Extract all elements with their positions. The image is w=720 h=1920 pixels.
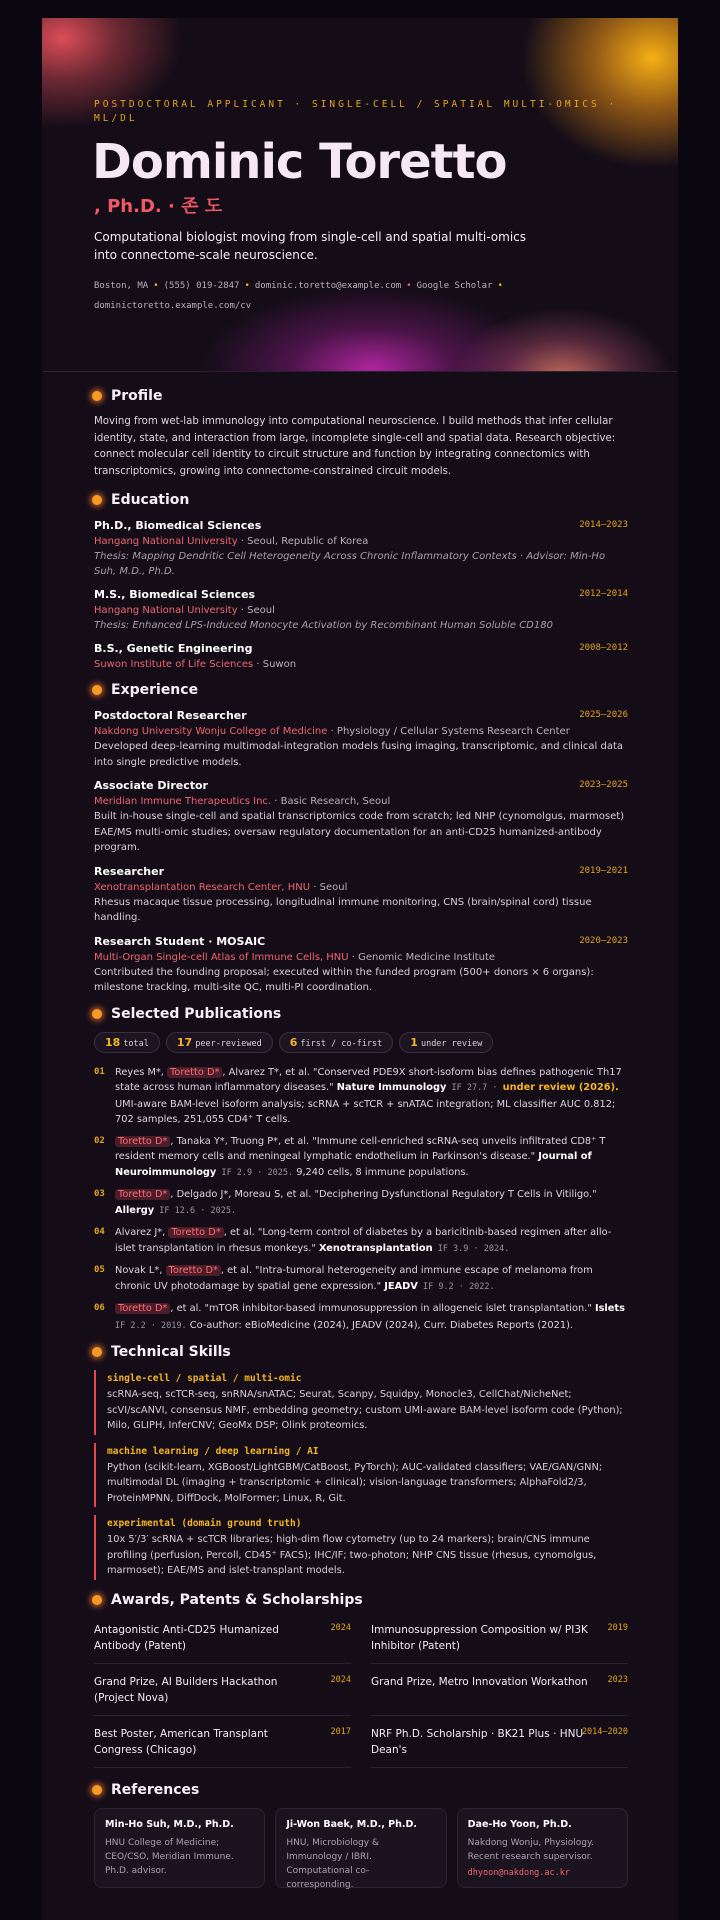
- education-list: [94, 518, 628, 672]
- years: 2012–2014: [579, 589, 628, 599]
- headline-summary: Computational biologist moving from single-cell and spatial multi-omics into connectome-scale neuroscience.: [94, 230, 527, 262]
- award-item: [371, 1618, 628, 1664]
- section-heading-education: [92, 492, 628, 508]
- citation: , Tanaka Y*, Truong P*, et al. "Immune cell-enriched scRNA-seq unveils infiltrated CD8⁺ T resident memory cells and meningeal lymphatic endothelium in Parkinson's disease.": [115, 1135, 606, 1162]
- degree: B.S., Genetic Engineering: [94, 642, 253, 655]
- section-bullet-icon: [92, 1347, 102, 1357]
- experience-item: [94, 778, 628, 856]
- section-heading-skills: [92, 1344, 628, 1360]
- years: 2025–2026: [579, 710, 628, 720]
- award-item: [94, 1670, 351, 1716]
- award-item: [371, 1722, 628, 1768]
- role: Researcher: [94, 864, 165, 878]
- citation: , et al. "Long-term control of diabetes by a baricitinib-based regimen after allo-islet transplantation in rhesus monkeys.": [115, 1227, 612, 1254]
- skills-list: [94, 1370, 628, 1580]
- notes: 9,240 cells, 8 immune populations.: [293, 1166, 469, 1178]
- organization: Meridian Immune Therapeutics Inc.: [94, 796, 272, 807]
- authors: Reyes M*,: [115, 1066, 168, 1078]
- publication-item: [94, 1301, 628, 1334]
- self-author-highlight: Toretto D*: [166, 1265, 221, 1276]
- pub-number: 06: [94, 1303, 105, 1313]
- self-author-highlight: Toretto D*: [115, 1303, 170, 1314]
- location: · Basic Research, Seoul: [271, 796, 391, 807]
- separator-dot: •: [244, 281, 250, 291]
- impact-meta: IF 12.6 · 2025.: [154, 1205, 237, 1216]
- reference-description: HNU College of Medicine; CEO/CSO, Meridian Immune. Ph.D. advisor.: [105, 1837, 234, 1876]
- education-item: [94, 641, 628, 672]
- institution: Hangang National University: [94, 536, 238, 547]
- location: · Physiology / Cellular Systems Research Center: [327, 726, 570, 737]
- pub-number: 02: [94, 1135, 105, 1146]
- citation: , Delgado J*, Moreau S, et al. "Deciphering Dysfunctional Regulatory T Cells in Vitiligo.": [170, 1189, 597, 1200]
- profile-text: Moving from wet-lab immunology into computational neuroscience. I build methods that infer cellular identity, state, and interaction from large, incomplete single-cell and spatial data. Research objective: connect molecular cell identity to circuit structure and function by integrating connectomics with transcriptomics, growing into connectome-constrained circuit models.: [94, 416, 616, 477]
- section-heading-profile: [92, 388, 628, 404]
- section-bullet-icon: [92, 495, 102, 505]
- section-heading-awards: [92, 1592, 628, 1608]
- section-heading-references: [92, 1782, 628, 1798]
- skill-description: 10x 5′/3′ scRNA + scTCR libraries; high-dim flow cytometry (up to 24 markers); brain/CNS immune profiling (perfusion, Percoll, CD45⁺ FACS); IHC/IF; two-photon; NHP CNS tissue (rhesus, cynomolgus, marmoset); EAE/MS and islet-transplant models.: [107, 1534, 597, 1576]
- education-item: [94, 587, 628, 633]
- years: 2008–2012: [579, 643, 628, 653]
- stat-count: 1: [410, 1035, 418, 1049]
- years: 2020–2023: [579, 935, 628, 946]
- institution: Hangang National University: [94, 605, 238, 616]
- skill-heading: experimental (domain ground truth): [107, 1518, 302, 1529]
- reference-description: HNU, Microbiology & Immunology / IBRI. Computational co-corresponding.: [286, 1837, 380, 1890]
- main-content: [94, 388, 628, 1888]
- journal: Xenotransplantation: [319, 1242, 433, 1254]
- location: · Suwon: [253, 659, 297, 670]
- stat-label: first / co-first: [300, 1038, 383, 1049]
- citation: , Alvarez T*, et al. "Conserved PDE9X short-isoform bias defines pathogenic Th17 state across human inflammatory diseases.": [115, 1066, 622, 1093]
- separator-dot: •: [497, 281, 503, 291]
- reference-name: Ji-Won Baek, M.D., Ph.D.: [286, 1818, 418, 1830]
- contact-line: [94, 276, 594, 316]
- section-title: Technical Skills: [111, 1344, 231, 1360]
- education-item: [94, 518, 628, 579]
- award-name: NRF Ph.D. Scholarship · BK21 Plus · HNU Dean's: [371, 1727, 584, 1756]
- publication-item: [94, 1187, 628, 1219]
- skill-group: [94, 1443, 628, 1508]
- notes: UMI-aware BAM-level isoform analysis; scRNA + scTCR + snATAC integration; ML classifier AUC 0.812; 702 samples, 251,055 CD4⁺ T cells.: [115, 1098, 616, 1125]
- citation: , et al. "Intra-tumoral heterogeneity and immune escape of melanoma from chronic UV photodamage by spatial gene expression.": [115, 1265, 593, 1292]
- experience-list: [94, 708, 628, 996]
- institution: Suwon Institute of Life Sciences: [94, 659, 254, 670]
- description: Rhesus macaque tissue processing, longitudinal immune monitoring, CNS (brain/spinal cord) tissue handling.: [94, 896, 592, 923]
- separator-dot: •: [406, 281, 412, 291]
- award-name: Grand Prize, AI Builders Hackathon (Project Nova): [94, 1675, 278, 1704]
- organization: Multi-Organ Single-cell Atlas of Immune Cells, HNU: [94, 951, 349, 963]
- impact-meta: IF 2.2 · 2019.: [115, 1320, 187, 1331]
- self-author-highlight: Toretto D*: [115, 1189, 170, 1200]
- review-status: under review (2026).: [502, 1082, 619, 1093]
- location-text: Boston, MA: [94, 281, 149, 291]
- years: 2014–2023: [579, 520, 628, 530]
- pub-number: 05: [94, 1265, 105, 1275]
- email-link[interactable]: dominic.toretto@example.com: [254, 281, 402, 291]
- reference-card: [94, 1808, 265, 1888]
- skill-description: scRNA-seq, scTCR-seq, snRNA/snATAC; Seurat, Scanpy, Squidpy, Monocle3, CellChat/NicheNet; scVI/scANVI, consensus NMF, embedding geometry; custom UMI-aware BAM-level isoform code (Python); Milo, GLIPH, InferCNV; GeoMx DSP; Olink proteomics.: [107, 1389, 623, 1431]
- years: 2019–2021: [579, 865, 628, 876]
- impact-meta: IF 9.2 · 2022.: [417, 1281, 495, 1292]
- section-title: Profile: [111, 388, 163, 404]
- self-author-highlight: Toretto D*: [115, 1136, 170, 1147]
- notes: Co-author: eBioMedicine (2024), JEADV (2024), Curr. Diabetes Reports (2021).: [186, 1319, 574, 1331]
- organization: Xenotransplantation Research Center, HNU: [94, 881, 311, 893]
- stat-chip: [166, 1032, 273, 1053]
- reference-name: Min-Ho Suh, M.D., Ph.D.: [105, 1818, 234, 1830]
- journal: Journal of Neuroimmunology: [115, 1151, 592, 1178]
- description: Contributed the founding proposal; executed within the funded program (500+ donors × 6 organs): milestone tracking, multi-site QC, multi-PI coordination.: [94, 966, 594, 993]
- separator-dot: •: [153, 281, 159, 291]
- impact-meta: IF 27.7 ·: [446, 1083, 503, 1093]
- award-name: Grand Prize, Metro Innovation Workathon: [371, 1675, 588, 1688]
- years: 2023–2025: [579, 780, 628, 790]
- journal: Nature Immunology: [336, 1082, 447, 1093]
- self-author-highlight: Toretto D*: [168, 1227, 223, 1238]
- pub-number: 01: [94, 1066, 105, 1077]
- award-name: Best Poster, American Transplant Congress (Chicago): [94, 1727, 268, 1756]
- organization: Nakdong University Wonju College of Medicine: [94, 726, 328, 737]
- skill-heading: single-cell / spatial / multi-omic: [107, 1373, 302, 1384]
- name-suffix: , Ph.D. · 존 도: [94, 196, 223, 217]
- skill-group: [94, 1370, 628, 1435]
- skill-heading: machine learning / deep learning / AI: [107, 1445, 319, 1457]
- section-bullet-icon: [92, 1009, 102, 1019]
- experience-item: [94, 934, 628, 996]
- reference-email-link[interactable]: dhyoon@nakdong.ac.kr: [467, 1867, 571, 1878]
- award-name: Antagonistic Anti-CD25 Humanized Antibody (Patent): [94, 1623, 279, 1652]
- candidate-name: Dominic Toretto: [92, 134, 507, 190]
- section-bullet-icon: [92, 1785, 102, 1795]
- journal: Islets: [594, 1303, 625, 1314]
- references-list: [94, 1808, 628, 1888]
- thesis: Thesis: Mapping Dendritic Cell Heterogeneity Across Chronic Inflammatory Contexts · Advisor: Min-Ho Suh, M.D., Ph.D.: [94, 551, 606, 577]
- location: · Seoul: [237, 605, 275, 616]
- award-year: 2014–2020: [581, 1726, 628, 1737]
- section-bullet-icon: [92, 1595, 102, 1605]
- section-title: Awards, Patents & Scholarships: [111, 1591, 363, 1608]
- award-name: Immunosuppression Composition w/ PI3K Inhibitor (Patent): [371, 1623, 588, 1652]
- impact-meta: IF 3.9 · 2024.: [432, 1243, 510, 1254]
- award-year: 2024: [330, 1674, 351, 1685]
- reference-card: [275, 1808, 446, 1888]
- resume-card: [42, 18, 678, 1920]
- award-year: 2019: [607, 1622, 628, 1633]
- publication-list: [94, 1065, 628, 1335]
- skill-description: Python (scikit-learn, XGBoost/LightGBM/CatBoost, PyTorch); AUC-validated classifiers; VAE/GAN/GNN; multimodal DL (imaging + transcriptomic + clinical); vision-language transformers; AlphaFold2/3, ProteinMPNN, DiffDock, MolFormer; Linux, R, Git.: [107, 1461, 603, 1504]
- pub-number: 04: [94, 1227, 105, 1237]
- stat-chip: [279, 1032, 394, 1053]
- award-year: 2023: [607, 1674, 628, 1685]
- publication-item: [94, 1263, 628, 1295]
- stat-count: 17: [176, 1035, 193, 1049]
- citation: , et al. "mTOR inhibitor-based immunosuppression in allogeneic islet transplantation.": [170, 1303, 595, 1314]
- role: Postdoctoral Researcher: [94, 709, 247, 722]
- section-title: Experience: [111, 682, 199, 698]
- section-heading-experience: [92, 682, 628, 698]
- experience-item: [94, 864, 628, 926]
- section-title: Education: [111, 492, 190, 508]
- self-author-highlight: Toretto D*: [167, 1067, 222, 1078]
- publication-item: [94, 1134, 628, 1182]
- awards-grid: [94, 1618, 628, 1774]
- description: Developed deep-learning multimodal-integration models fusing imaging, transcriptomic, and clinical data into single predictive models.: [94, 741, 623, 768]
- website-link[interactable]: dominictoretto.example.com/cv: [94, 301, 252, 311]
- journal: Allergy: [115, 1204, 155, 1216]
- authors: Alvarez J*,: [115, 1227, 169, 1238]
- stat-count: 18: [105, 1035, 121, 1049]
- award-year: 2024: [330, 1622, 351, 1633]
- skill-group: [94, 1515, 628, 1580]
- section-title: References: [111, 1781, 200, 1798]
- tagline: POSTDOCTORAL APPLICANT · SINGLE-CELL / SPATIAL MULTI-OMICS · ML/DL: [94, 99, 618, 124]
- section-bullet-icon: [92, 391, 102, 401]
- experience-item: [94, 708, 628, 770]
- phone-link[interactable]: (555) 019-2847: [163, 281, 240, 291]
- publication-item: [94, 1065, 628, 1128]
- location: · Genomic Medicine Institute: [348, 951, 496, 963]
- section-heading-publications: [92, 1006, 628, 1022]
- location: · Seoul, Republic of Korea: [237, 536, 369, 547]
- degree: M.S., Biomedical Sciences: [94, 588, 256, 601]
- stat-chip: [399, 1032, 493, 1053]
- award-item: [371, 1670, 628, 1716]
- authors: Novak L*,: [115, 1265, 166, 1276]
- stat-count: 6: [289, 1035, 298, 1049]
- stat-label: under review: [420, 1038, 483, 1049]
- stat-chip: [94, 1032, 160, 1053]
- degree: Ph.D., Biomedical Sciences: [94, 519, 262, 532]
- publication-item: [94, 1225, 628, 1257]
- stat-label: peer-reviewed: [195, 1038, 262, 1049]
- impact-meta: IF 2.9 · 2025.: [216, 1167, 294, 1178]
- award-year: 2017: [330, 1726, 351, 1737]
- reference-description: Nakdong Wonju, Physiology. Recent research supervisor.: [467, 1837, 594, 1862]
- reference-name: Dae-Ho Yoon, Ph.D.: [467, 1818, 572, 1830]
- stat-label: total: [123, 1038, 149, 1049]
- reference-card: [457, 1808, 628, 1888]
- role: Research Student · MOSAIC: [94, 934, 266, 948]
- scholar-link[interactable]: Google Scholar: [416, 281, 493, 291]
- award-item: [94, 1618, 351, 1664]
- hero-header: [42, 18, 678, 372]
- thesis: Thesis: Enhanced LPS-Induced Monocyte Activation by Recombinant Human Soluble CD180: [94, 620, 553, 631]
- section-bullet-icon: [92, 685, 102, 695]
- award-item: [94, 1722, 351, 1768]
- pub-number: 03: [94, 1189, 105, 1199]
- section-title: Selected Publications: [111, 1005, 282, 1022]
- journal: JEADV: [384, 1280, 418, 1292]
- location: · Seoul: [310, 881, 348, 893]
- description: Built in-house single-cell and spatial transcriptomics code from scratch; led NHP (cynomolgus, marmoset) EAE/MS multi-omic studies; oversaw regulatory documentation for an anti-CD25 humanized-antibody program.: [94, 811, 625, 853]
- publication-stats: [94, 1032, 628, 1053]
- role: Associate Director: [94, 779, 208, 792]
